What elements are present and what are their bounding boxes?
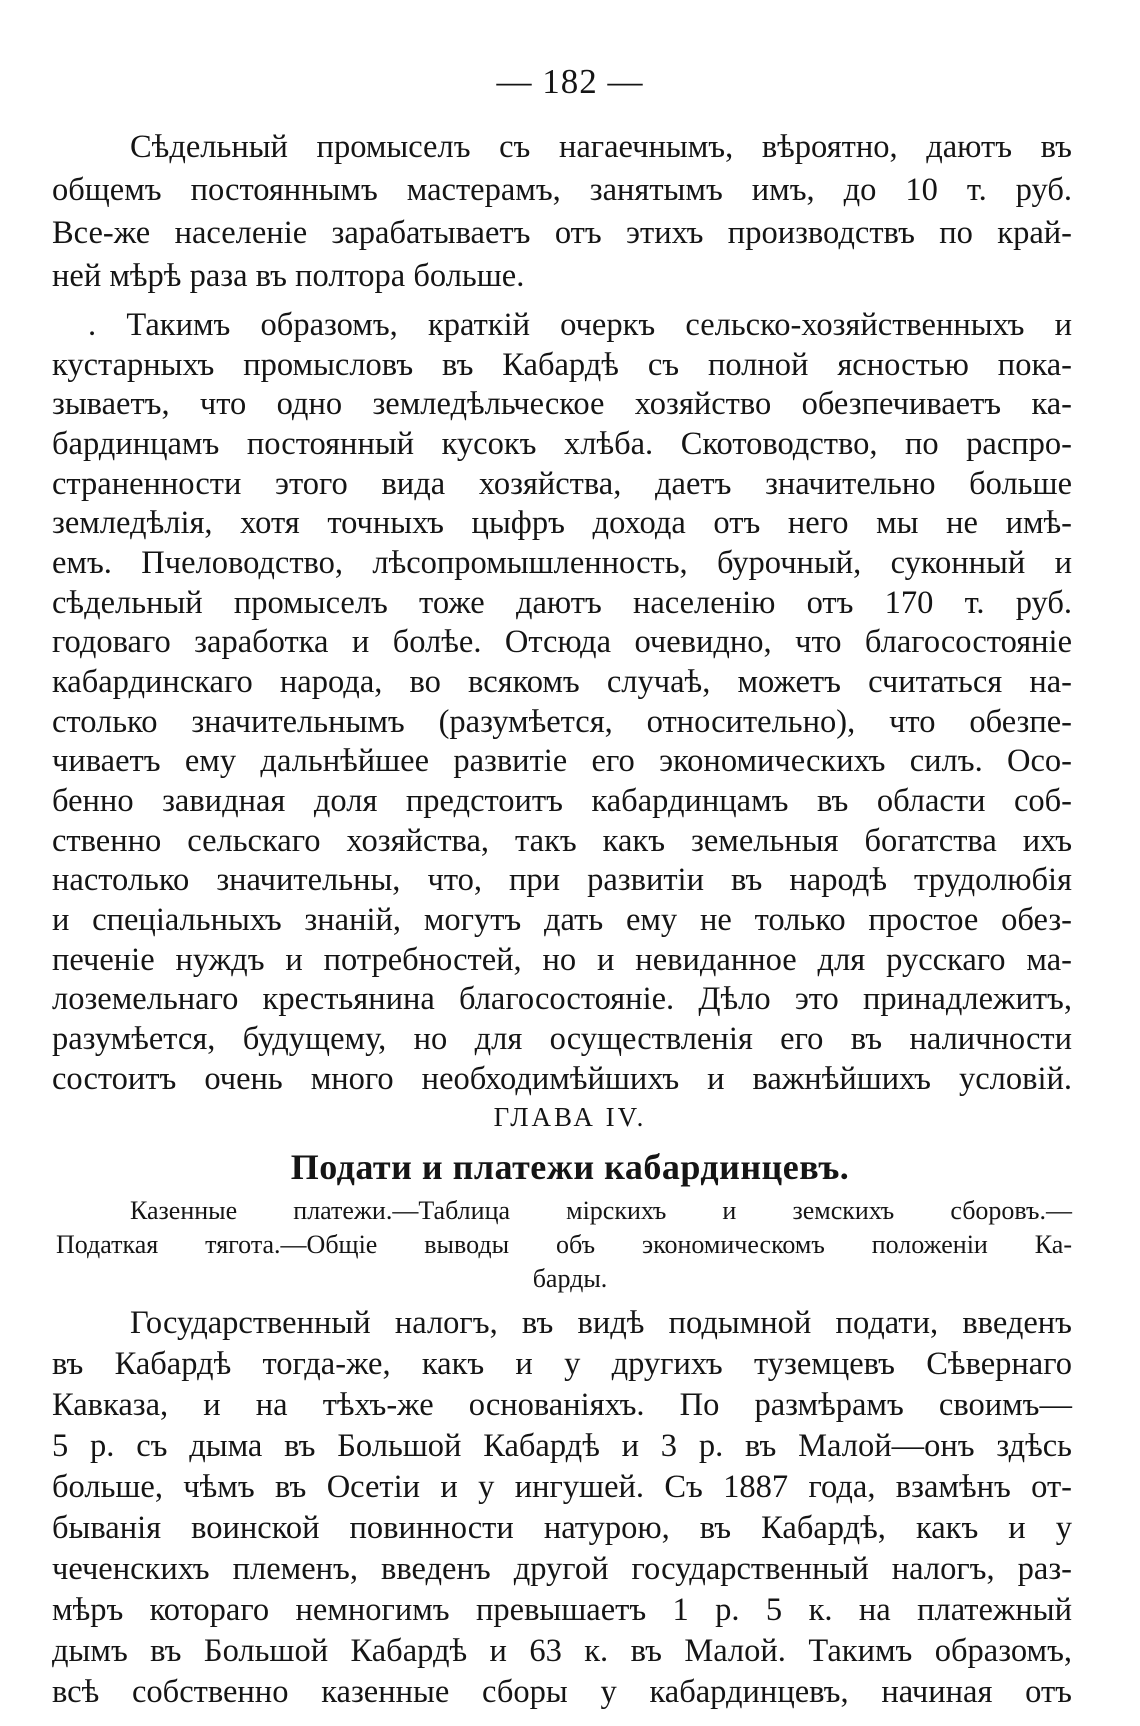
page-number: — 182 — xyxy=(496,62,644,101)
text-line: разумѣется, будущему, но для осуществленія его въ наличности xyxy=(52,1021,1072,1057)
text-line: земледѣлія, хотя точныхъ цыфръ дохода отъ него мы не имѣ- xyxy=(52,505,1072,541)
text-line: чиваетъ ему дальнѣйшее развитіе его экономическихъ силъ. Осо- xyxy=(52,743,1072,779)
text-line: бардинцамъ постоянный кусокъ хлѣба. Скотоводство, по распро- xyxy=(52,426,1072,462)
text-line: зываетъ, что одно земледѣльческое хозяйство обезпечиваетъ ка- xyxy=(52,386,1072,422)
text-line: состоитъ очень много необходимѣйшихъ и важнѣйшихъ условій. xyxy=(52,1061,1072,1097)
text-line: чеченскихъ племенъ, введенъ другой государственный налогъ, раз- xyxy=(52,1551,1072,1587)
text-line: Сѣдельный промыселъ съ нагаечнымъ, вѣроятно, даютъ въ xyxy=(130,129,1072,165)
text-line: больше, чѣмъ въ Осетіи и у ингушей. Съ 1887 года, взамѣнъ от- xyxy=(52,1469,1072,1505)
text-line: кустарныхъ промысловъ въ Кабардѣ съ полной ясностью пока- xyxy=(52,347,1072,383)
text-line: Кавказа, и на тѣхъ-же основаніяхъ. По размѣрамъ своимъ— xyxy=(52,1387,1072,1423)
text-line: кабардинскаго народа, во всякомъ случаѣ, можетъ считаться на- xyxy=(52,664,1072,700)
text-line: 5 р. съ дыма въ Большой Кабардѣ и 3 р. въ Малой—онъ здѣсь xyxy=(52,1428,1072,1464)
chapter-title: Подати и платежи кабардинцевъ. xyxy=(290,1147,850,1187)
chapter-summary-line: Податкая тягота.—Общіе выводы объ экономическомъ положеніи Ка- xyxy=(56,1230,1072,1259)
chapter-summary-line: барды. xyxy=(532,1264,608,1293)
text-line: дымъ въ Большой Кабардѣ и 63 к. въ Малой. Такимъ образомъ, xyxy=(52,1633,1072,1669)
text-line: бенно завидная доля предстоитъ кабардинцамъ въ области соб- xyxy=(52,783,1072,819)
text-line: печеніе нуждъ и потребностей, но и невиданное для русскаго ма- xyxy=(52,942,1072,978)
text-line: страненности этого вида хозяйства, даетъ значительно больше xyxy=(52,466,1072,502)
text-line: въ Кабардѣ тогда-же, какъ и у другихъ туземцевъ Сѣвернаго xyxy=(52,1346,1072,1382)
text-line: лоземельнаго крестьянина благосостояніе. Дѣло это принадлежитъ, xyxy=(52,981,1072,1017)
text-line: общемъ постояннымъ мастерамъ, занятымъ имъ, до 10 т. руб. xyxy=(52,172,1072,208)
text-line: емъ. Пчеловодство, лѣсопромышленность, бурочный, суконный и xyxy=(52,545,1072,581)
text-line: быванія воинской повинности натурою, въ Кабардѣ, какъ и у xyxy=(52,1510,1072,1546)
text-line: и спеціальныхъ знаній, могутъ дать ему не только простое обез- xyxy=(52,902,1072,938)
text-line: . Такимъ образомъ, краткій очеркъ сельско-хозяйственныхъ и xyxy=(88,307,1072,343)
text-line: годоваго заработка и болѣе. Отсюда очевидно, что благосостояніе xyxy=(52,624,1072,660)
text-line: ней мѣрѣ раза въ полтора больше. xyxy=(52,258,525,294)
text-line: мѣръ котораго немногимъ превышаетъ 1 р. 5 к. на платежный xyxy=(52,1592,1072,1628)
text-line: всѣ собственно казенные сборы у кабардинцевъ, начиная отъ xyxy=(52,1674,1072,1710)
text-line: сѣдельный промыселъ тоже даютъ населенію отъ 170 т. руб. xyxy=(52,585,1072,621)
text-line: ственно сельскаго хозяйства, такъ какъ земельныя богатства ихъ xyxy=(52,823,1072,859)
chapter-summary-line: Казенные платежи.—Таблица мірскихъ и земскихъ сборовъ.— xyxy=(130,1196,1072,1225)
text-line: столько значительнымъ (разумѣется, относительно), что обезпе- xyxy=(52,704,1072,740)
text-line: настолько значительны, что, при развитіи въ народѣ трудолюбія xyxy=(52,862,1072,898)
chapter-label: ГЛАВА IV. xyxy=(493,1102,647,1132)
text-line: Государственный налогъ, въ видѣ подымной подати, введенъ xyxy=(130,1305,1072,1341)
text-line: Все-же населеніе зарабатываетъ отъ этихъ производствъ по край- xyxy=(52,215,1072,251)
